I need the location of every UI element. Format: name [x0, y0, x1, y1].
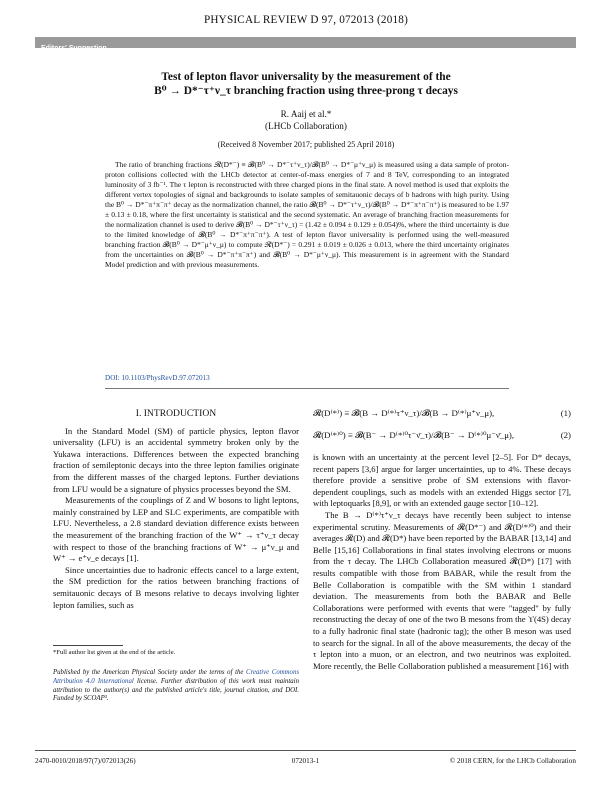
license-link[interactable]: Creative Commons Attribution 4.0 International — [53, 669, 300, 685]
abstract-divider — [105, 388, 509, 389]
equation-1-body: 𝓡(D⁽*⁾) ≡ 𝓑(B → D⁽*⁾τ⁺ν_τ)/𝓑(B → D⁽*⁾μ⁺ν_μ), — [313, 408, 495, 418]
doi-link[interactable]: DOI: 10.1103/PhysRevD.97.072013 — [105, 374, 210, 382]
page-footer — [35, 757, 576, 769]
license-text-1: Published by the American Physical Society under the terms of the — [53, 669, 247, 676]
footer-page-number: 072013-1 — [291, 757, 320, 765]
footer-copyright: © 2018 CERN, for the LHCb Collaboration — [449, 757, 576, 765]
license-notice — [53, 669, 299, 704]
doi-line — [105, 374, 210, 382]
article-title — [60, 70, 552, 98]
equation-2 — [313, 430, 571, 452]
equation-2-body: 𝓡(D⁽*⁾⁰) ≡ 𝓑(B⁻ → D⁽*⁾⁰τ⁻ν̄_τ)/𝓑(B⁻ → D⁽*⁾⁰μ⁻ν̄_μ), — [313, 430, 515, 440]
intro-paragraph-1: In the Standard Model (SM) of particle physics, lepton flavor universality (LFU) is an accidental symmetry broken only by the Yukawa interactions. Differences between the expected branching fraction of semileptonic decays into the three lepton families originate from the different masses of the charged leptons. Further deviations from LFU would be a signature of physics processes beyond the SM. — [53, 425, 299, 494]
section-heading: I. INTRODUCTION — [135, 408, 217, 419]
intro-paragraph-5: The B → D⁽*⁾τ⁺ν_τ decays have recently been subject to intense experimental scrutiny. Measurements of 𝓡(D*⁻) and 𝓡(D⁽*⁾⁰) and their averages 𝓡(D) and 𝓡(D*) have been reported by the BABAR [13,14] and Belle [15,16] Collaborations in final states involving electrons or muons from the τ decay. The LHCb Collaboration measured 𝓡(D*) [17] with results compatible with those from BABAR, while the result from the Belle Collaboration is compatible with the SM within 1 standard deviation. The measurements from both the BABAR and Belle Collaborations were performed with events that were "tagged" by fully reconstructing the decay of one of the two B mesons from the ϒ(4S) decay to a fully hadronic final state (hadronic tag); the other B meson was used to search for the signal. In all of the above measurements, the decay of the τ lepton into a muon, or an electron, and two neutrinos was exploited. More recently, the Belle Collaboration published a measurement [16] with — [313, 509, 571, 671]
equation-2-number: (2) — [560, 430, 571, 440]
equation-1-number: (1) — [560, 408, 571, 418]
intro-paragraph-2: Measurements of the couplings of Z and W bosons to light leptons, mainly constrained by LEP and SLC experiments, are compatible with LFU. Nevertheless, a 2.8 standard deviation difference exists between the measurement of the branching fraction of the W⁺ → τ⁺ν_τ decay with respect to those of the branching fractions of W⁺ → μ⁺ν_μ and W⁺ → e⁺ν_e decays [1]. — [53, 495, 299, 564]
right-column — [313, 408, 571, 672]
title-line-2: B⁰ → D*⁻τ⁺ν_τ branching fraction using three-prong τ decays — [154, 85, 458, 97]
author-block — [0, 108, 612, 132]
intro-paragraph-4: is known with an uncertainty at the percent level [2–5]. For D* decays, recent papers [3,6] argue for larger uncertainties, up to 4%. These decays therefore provide a sensitive probe of SM extensions with flavor-dependent couplings, such as models with an extended Higgs sector [7], with leptoquarks [8,9], or with an extended gauge sector [10–12]. — [313, 452, 571, 509]
abstract-text: The ratio of branching fractions 𝓡(D*⁻) ≡ 𝓑(B⁰ → D*⁻τ⁺ν_τ)/𝓑(B⁰ → D*⁻μ⁺ν_μ) is measured using a data sample of proton-proton collisions collected with the LHCb detector at center-of-mass energies of 7 and 8 TeV, corresponding to an integrated luminosity of 3 fb⁻¹. The τ lepton is reconstructed with three charged pions in the final state. A novel method is used that exploits the different vertex topologies of signal and backgrounds to isolate samples of semitauonic decays of b hadrons with high purity. Using the B⁰ → D*⁻π⁺π⁻π⁺ decay as the normalization channel, the ratio 𝓑(B⁰ → D*⁻τ⁺ν_τ)/𝓑(B⁰ → D*⁻π⁺π⁻π⁺) is measured to be 1.97 ± 0.13 ± 0.18, where the first uncertainty is statistical and the second systematic. An average of branching fraction measurements for the normalization channel is used to derive 𝓑(B⁰ → D*⁻τ⁺ν_τ) = (1.42 ± 0.094 ± 0.129 ± 0.054)%, where the third uncertainty is due to the limited knowledge of 𝓑(B⁰ → D*⁻π⁺π⁻π⁺). A test of lepton flavor universality is performed using the well-measured branching fraction 𝓑(B⁰ → D*⁻μ⁺ν_μ) to compute 𝓡(D*⁻) = 0.291 ± 0.019 ± 0.026 ± 0.013, where the third uncertainty originates from the uncertainties on 𝓑(B⁰ → D*⁻π⁺π⁻π⁺) and 𝓑(B⁰ → D*⁻μ⁺ν_μ). This measurement is in agreement with the Standard Model prediction and with previous measurements. — [105, 160, 509, 269]
equation-1 — [313, 408, 571, 430]
footnote-divider — [53, 645, 123, 646]
editors-suggestion-banner — [35, 37, 576, 52]
license-text-2: license. Further distribution of this work must maintain attribution to the author(s) and the published article's title, journal citation, and DOI. Funded by SCOAP³. — [53, 677, 299, 703]
title-line-1: Test of lepton flavor universality by the measurement of the — [161, 71, 451, 83]
author-footnote: *Full author list given at the end of the article. — [53, 649, 176, 656]
received-published-dates: (Received 8 November 2017; published 25 April 2018) — [217, 140, 395, 149]
abstract — [105, 160, 509, 270]
left-column — [53, 408, 299, 611]
editors-suggestion-label: Editors' Suggestion — [41, 45, 107, 52]
authors: R. Aaij et al.* — [280, 109, 332, 119]
journal-header: PHYSICAL REVIEW D 97, 072013 (2018) — [203, 14, 408, 26]
footer-issn: 2470-0010/2018/97(7)/072013(26) — [35, 757, 136, 765]
intro-paragraph-3: Since uncertainties due to hadronic effects cancel to a large extent, the SM prediction for the ratios between branching fractions of semitauonic decays of B mesons relative to decays involving lighter lepton families, such as — [53, 564, 299, 610]
footer-divider — [35, 750, 576, 751]
collaboration: (LHCb Collaboration) — [265, 121, 347, 131]
